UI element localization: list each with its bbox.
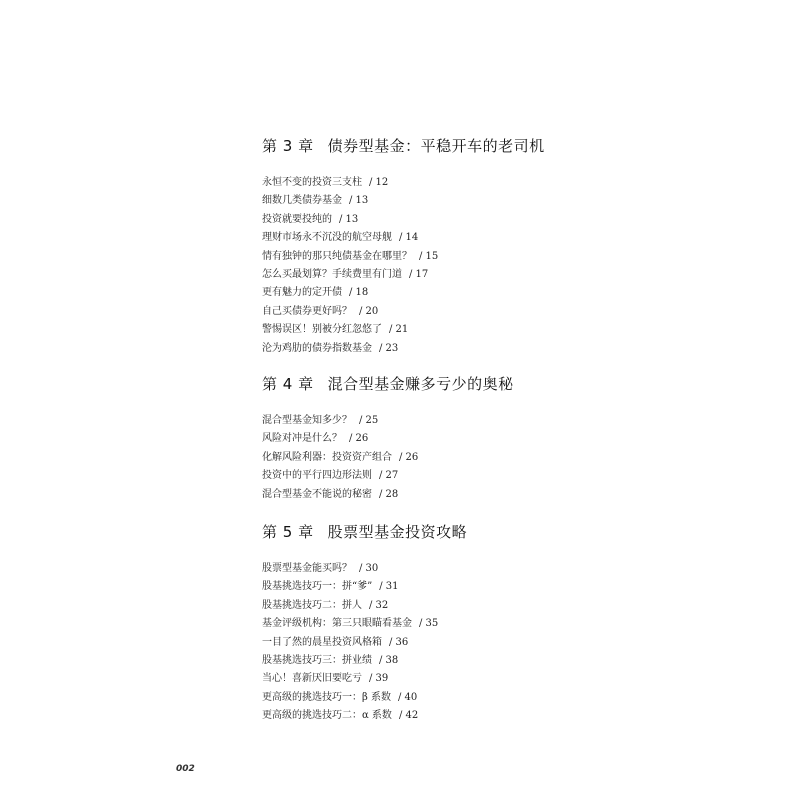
toc-entry-page: / 42 — [398, 710, 419, 722]
toc-entry-text: 理财市场永不沉没的航空母舰 — [262, 232, 392, 244]
toc-entry-text: 股票型基金能买吗？ — [262, 563, 352, 574]
chapter-name: 股票型基金投资攻略 — [327, 523, 468, 541]
toc-entry-page: / 30 — [359, 563, 379, 574]
toc-entry[interactable] — [262, 467, 702, 485]
toc-entry-page: / 40 — [397, 691, 418, 703]
toc-entry-text: 警惕误区！别被分红忽悠了 — [262, 324, 382, 336]
chapter-title — [262, 134, 702, 158]
toc-entry[interactable] — [262, 634, 702, 652]
toc-entry[interactable] — [262, 652, 702, 670]
toc-entry[interactable] — [262, 449, 702, 467]
toc-entry-text: 风险对冲是什么？ — [262, 433, 342, 445]
toc-entry-page: / 26 — [399, 451, 419, 463]
toc-entry-text: 股基挑选技巧三：拼业绩 — [262, 654, 372, 666]
toc-entry-text: 细数几类债券基金 — [262, 195, 342, 207]
toc-entry-page: / 36 — [389, 636, 409, 648]
chapter-number: 第 5 章 — [262, 523, 314, 541]
toc-entry-text: 混合型基金不能说的秘密 — [262, 488, 372, 500]
toc-entry-page: / 14 — [399, 232, 419, 244]
toc-entry-page: / 20 — [359, 305, 379, 317]
toc-entry-text: 情有独钟的那只纯债基金在哪里？ — [262, 250, 412, 262]
toc-entry-text: 股基挑选技巧一：拼“爹” — [262, 581, 373, 593]
toc-entry[interactable] — [262, 597, 702, 615]
toc-entry[interactable] — [262, 689, 702, 707]
toc-entry-page: / 15 — [419, 250, 439, 262]
toc-entry-page: / 35 — [419, 618, 439, 630]
toc-entry[interactable] — [262, 707, 702, 725]
toc-entry-page: / 38 — [379, 654, 399, 666]
page-number: 002 — [176, 764, 195, 774]
toc-entry-list — [262, 412, 702, 504]
chapter-4-section — [262, 372, 702, 504]
toc-entry[interactable] — [262, 303, 702, 321]
toc-entry[interactable] — [262, 340, 702, 358]
toc-entry-page: / 28 — [379, 488, 399, 500]
toc-entry-text: 自己买债券更好吗？ — [262, 305, 352, 317]
toc-entry-text: 股基挑选技巧二：拼人 — [262, 599, 362, 611]
chapter-number: 第 4 章 — [262, 375, 314, 393]
toc-entry-page: / 13 — [339, 213, 359, 225]
chapter-number: 第 3 章 — [262, 137, 314, 155]
toc-entry-text: 基金评级机构：第三只眼瞄看基金 — [262, 618, 412, 630]
toc-entry-text: 怎么买最划算？手续费里有门道 — [262, 268, 402, 280]
toc-entry-page: / 13 — [349, 195, 369, 207]
toc-entry-page: / 18 — [349, 287, 369, 299]
toc-entry-text: 混合型基金知多少？ — [262, 415, 352, 426]
toc-entry-page: / 12 — [369, 177, 389, 188]
toc-entry-page: / 26 — [349, 433, 369, 445]
toc-entry-text: 永恒不变的投资三支柱 — [262, 177, 362, 188]
toc-entry-text: 更高级的挑选技巧二：α 系数 — [262, 710, 392, 722]
toc-entry-text: 投资中的平行四边形法则 — [262, 470, 372, 482]
toc-entry-text: 一目了然的晨星投资风格箱 — [262, 636, 382, 648]
toc-entry-page: / 21 — [389, 324, 409, 336]
toc-entry-page: / 17 — [409, 268, 429, 280]
toc-entry[interactable] — [262, 192, 702, 210]
toc-entry-text: 更有魅力的定开债 — [262, 287, 342, 299]
toc-entry[interactable] — [262, 615, 702, 633]
chapter-name: 混合型基金赚多亏少的奥秘 — [327, 375, 514, 393]
toc-entry[interactable] — [262, 174, 702, 192]
chapter-name: 债券型基金：平稳开车的老司机 — [327, 137, 545, 155]
chapter-title — [262, 372, 702, 396]
toc-entry-page: / 32 — [369, 599, 389, 611]
toc-entry[interactable] — [262, 430, 702, 448]
chapter-title — [262, 520, 702, 544]
toc-entry-page: / 23 — [379, 342, 399, 354]
toc-entry[interactable] — [262, 248, 702, 266]
toc-entry-page: / 31 — [379, 581, 399, 593]
toc-entry-text: 更高级的挑选技巧一：β 系数 — [262, 691, 391, 703]
toc-entry[interactable] — [262, 229, 702, 247]
toc-entry[interactable] — [262, 560, 702, 578]
chapter-3-section — [262, 134, 702, 358]
toc-entry-list — [262, 174, 702, 358]
toc-entry-text: 沦为鸡肋的债券指数基金 — [262, 342, 372, 354]
toc-entry[interactable] — [262, 284, 702, 302]
toc-entry-text: 投资就要投纯的 — [262, 213, 332, 225]
toc-entry[interactable] — [262, 266, 702, 284]
toc-entry[interactable] — [262, 211, 702, 229]
toc-entry-text: 化解风险利器：投资资产组合 — [262, 451, 392, 463]
toc-entry[interactable] — [262, 670, 702, 688]
toc-entry-page: / 39 — [369, 673, 389, 685]
toc-entry-list — [262, 560, 702, 726]
toc-entry[interactable] — [262, 578, 702, 596]
chapter-5-section — [262, 520, 702, 726]
toc-entry-page: / 27 — [379, 470, 399, 482]
toc-entry[interactable] — [262, 321, 702, 339]
toc-entry-page: / 25 — [359, 415, 379, 426]
toc-entry-text: 当心！喜新厌旧要吃亏 — [262, 673, 362, 685]
toc-entry[interactable] — [262, 412, 702, 430]
toc-entry[interactable] — [262, 486, 702, 504]
